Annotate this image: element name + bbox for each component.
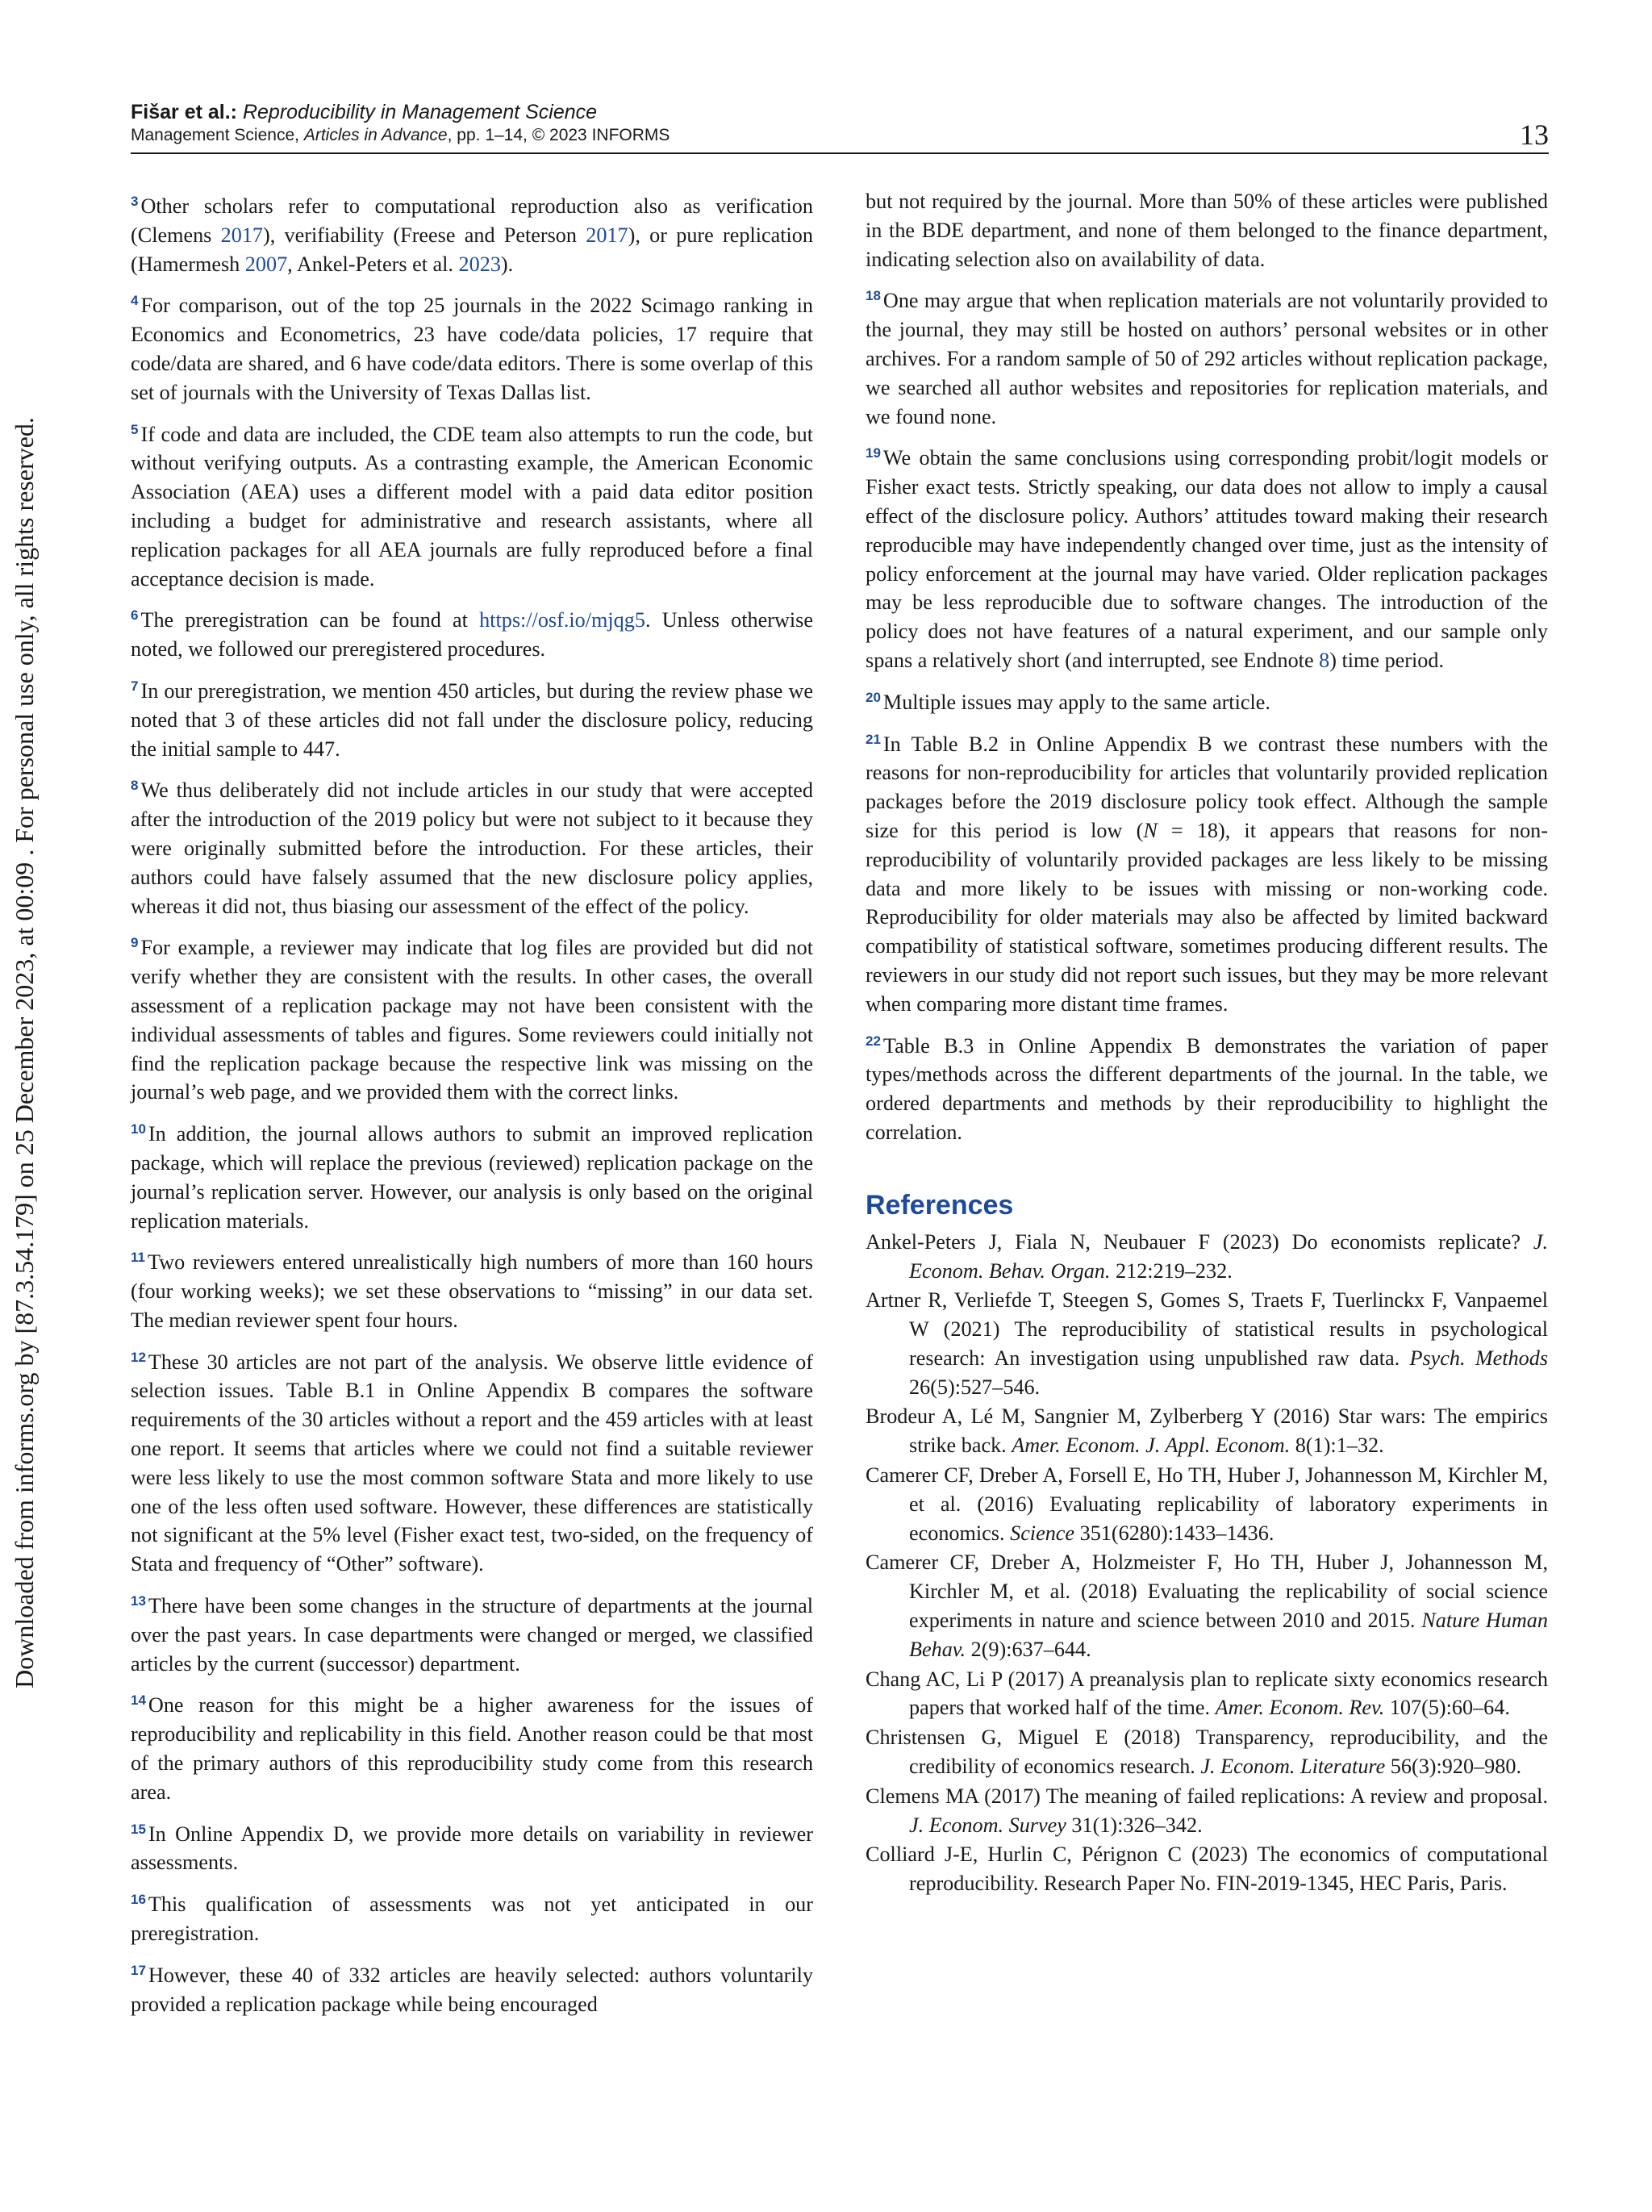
footnote-text: ).	[500, 252, 514, 276]
footnote-number: 5	[131, 421, 139, 437]
footnote-text: Table B.3 in Online Appendix B demonstrates the variation of paper types/methods across the different departments of the journal. In the table, we ordered departments and methods by their reproducibility to highlight the correlation.	[866, 1033, 1548, 1144]
reference-text: 56(3):920–980.	[1385, 1755, 1521, 1779]
page-number: 13	[1520, 119, 1549, 151]
citation-link[interactable]: 2007	[244, 252, 288, 276]
reference-text: Camerer CF, Dreber A, Holzmeister F, Ho TH, Huber J, Johannesson M, Kirchler M, et al. (2018) Evaluating the replicability of social science experiments in nature and science between 2010 and 2015.	[866, 1550, 1548, 1633]
footnote-number: 17	[131, 1962, 146, 1978]
footnote-text: There have been some changes in the structure of departments at the journal over the past years. In case departments were changed or merged, we classified articles by the current (successor) department.	[131, 1594, 813, 1676]
reference-item	[866, 1723, 1548, 1781]
footnote-text: In Table B.2 in Online Appendix B we contrast these numbers with the reasons for non-reproducibility for articles that voluntarily provided replication packages before the 2019 disclosure policy took effect. Although the sample size for this period is low (	[866, 732, 1548, 842]
running-header	[131, 100, 1549, 151]
footnote-number: 22	[866, 1033, 881, 1049]
references-heading: References	[866, 1189, 1014, 1221]
reference-list	[866, 1228, 1548, 1898]
footnote-16	[131, 1885, 813, 1948]
header-authors: Fišar et al.:	[131, 101, 237, 123]
footnote-text: ) time period.	[1329, 648, 1445, 672]
footnote-text: Multiple issues may apply to the same article.	[882, 690, 1270, 714]
footnote-18	[866, 282, 1548, 431]
footnote-text: ), verifiability (Freese and Peterson	[263, 223, 586, 247]
footnote-12	[131, 1343, 813, 1579]
reference-text: 212:219–232.	[1110, 1258, 1233, 1283]
footnote-15	[131, 1815, 813, 1878]
footnote-number: 4	[131, 293, 139, 309]
footnote-text: For comparison, out of the top 25 journals in the 2022 Scimago ranking in Economics and Econometrics, 23 have code/data policies, 17 require that code/data are shared, and 6 have code/data editors. There is some overlap of this set of journals with the University of Texas Dallas list.	[131, 294, 813, 404]
footnote-number: 8	[131, 778, 139, 794]
footnote-italic: N	[1143, 818, 1158, 842]
reference-source: J. Econom. Survey	[909, 1813, 1066, 1837]
header-divider	[131, 152, 1549, 154]
footnote-4	[131, 286, 813, 407]
header-journal: Management Science,	[131, 126, 299, 144]
reference-source: Psych. Methods	[1409, 1346, 1549, 1370]
footnote-3	[131, 187, 813, 278]
reference-text: Brodeur A, Lé M, Sangnier M, Zylberberg Y (2016) Star wars: The empirics strike back.	[866, 1404, 1548, 1458]
footnote-text: Two reviewers entered unrealistically high numbers of more than 160 hours (four working weeks); we set these observations to “missing” in our data set. The median reviewer spent four hours.	[131, 1250, 813, 1332]
footnote-text: If code and data are included, the CDE team also attempts to run the code, but without verifying outputs. As a contrasting example, the American Economic Association (AEA) uses a different model with a paid data editor position including a budget for administrative and research assistants, where all replication packages for all AEA journals are fully reproduced before a final acceptance decision is made.	[131, 422, 813, 591]
footnote-6	[131, 601, 813, 664]
reference-text: Christensen G, Miguel E (2018) Transparency, reproducibility, and the credibility of economics research.	[866, 1726, 1548, 1779]
footnote-21	[866, 725, 1548, 1019]
footnote-number: 14	[131, 1692, 146, 1709]
footnote-number: 10	[131, 1121, 146, 1137]
footnote-text: One reason for this might be a higher awareness for the issues of reproducibility and replicability in this field. Another reason could be that most of the primary authors of this reproducibility study come from this research area.	[131, 1693, 813, 1804]
reference-source: J. Econom. Literature	[1200, 1755, 1386, 1779]
reference-text: 351(6280):1433–1436.	[1074, 1521, 1274, 1545]
footnote-text: but not required by the journal. More than 50% of these articles were published in the BDE department, and none of them belonged to the finance department, indicating selection also on availability of data.	[866, 190, 1548, 271]
reference-source: Nature Human Behav.	[909, 1609, 1548, 1661]
footnote-9	[131, 929, 813, 1107]
footnote-20	[866, 683, 1548, 717]
footnote-14	[131, 1686, 813, 1806]
footnote-text: We obtain the same conclusions using corresponding probit/logit models or Fisher exact tests. Strictly speaking, our data does not allow to imply a causal effect of the disclosure policy. Authors’ attitudes toward making their research reproducible may have independently changed over time, just as the intensity of policy enforcement at the journal may have varied. Older replication packages may be less reproducible due to software changes. The introduction of the policy does not have features of a natural experiment, and our sample only spans a relatively short (and interrupted, see Endnote	[866, 446, 1548, 672]
reference-source: Amer. Econom. Rev.	[1215, 1696, 1385, 1720]
footnote-text: Other scholars refer to computational reproduction also as verification (Clemens	[131, 194, 813, 247]
footnote-number: 11	[131, 1250, 145, 1266]
reference-text: Ankel-Peters J, Fiala N, Neubauer F (2023) Do economists replicate?	[866, 1229, 1533, 1254]
footnote-number: 6	[131, 607, 139, 624]
footnote-text: These 30 articles are not part of the analysis. We observe little evidence of selection issues. Table B.1 in Online Appendix B compares the software requirements of the 30 articles without a report and the 459 articles with at least one report. It seems that articles where we could not find a suitable reviewer were less likely to use the most common software Stata and more likely to use one of the less often used software. However, these differences are statistically not significant at the 5% level (Fisher exact test, two-sided, on the frequency of Stata and frequency of “Other” software).	[131, 1350, 813, 1576]
footnote-text: We thus deliberately did not include articles in our study that were accepted after the introduction of the 2019 policy but were not subject to it because they were originally submitted before the introduction. For these articles, their authors could have falsely assumed that the new disclosure policy applies, whereas it did not, thus biasing our assessment of the effect of the policy.	[131, 778, 813, 918]
footnote-13	[131, 1587, 813, 1678]
footnote-number: 3	[131, 194, 139, 209]
reference-item	[866, 1461, 1548, 1547]
header-pages: , pp. 1–14, © 2023 INFORMS	[447, 126, 670, 144]
footnote-7	[131, 672, 813, 763]
reference-item	[866, 1402, 1548, 1460]
reference-text: 107(5):60–64.	[1384, 1696, 1510, 1720]
footnote-text: This qualification of assessments was not yet anticipated in our preregistration.	[131, 1893, 813, 1946]
footnote-number: 19	[866, 445, 881, 461]
footnote-number: 7	[131, 678, 139, 694]
citation-link[interactable]: 2017	[220, 223, 263, 247]
osf-link[interactable]: https://osf.io/mjqg5	[479, 608, 645, 632]
footnote-text: One may argue that when replication materials are not voluntarily provided to the journal, they may still be hosted on authors’ personal websites or in other archives. For a random sample of 50 of 292 articles without replication package, we searched all author websites and repositories for replication materials, and we found none.	[866, 289, 1548, 428]
reference-item	[866, 1665, 1548, 1723]
endnote-link[interactable]: 8	[1319, 648, 1330, 672]
download-notice: Downloaded from informs.org by [87.3.54.179] on 25 December 2023, at 00:09 . For personal use only, all rights reserved.	[10, 417, 39, 1688]
footnote-17	[131, 1956, 813, 2019]
reference-source: Amer. Econom. J. Appl. Econom.	[1012, 1434, 1291, 1458]
reference-text: 26(5):527–546.	[909, 1375, 1041, 1399]
reference-source: Science	[1010, 1521, 1075, 1545]
reference-text: Colliard J-E, Hurlin C, Pérignon C (2023) The economics of computational reproducibility. Research Paper No. FIN-2019-1345, HEC Paris, Paris.	[866, 1843, 1548, 1896]
reference-item	[866, 1548, 1548, 1663]
header-journal-italic: Articles in Advance	[303, 126, 448, 144]
reference-text: 31(1):326–342.	[1066, 1813, 1203, 1837]
reference-item	[866, 1228, 1548, 1286]
footnote-5	[131, 415, 813, 594]
footnote-number: 16	[131, 1892, 146, 1908]
reference-item	[866, 1840, 1548, 1898]
reference-source: J. Econom. Behav. Organ.	[909, 1229, 1548, 1283]
footnote-text: However, these 40 of 332 articles are heavily selected: authors voluntarily provided a replication package while being encouraged	[131, 1963, 813, 2016]
footnote-text: ), or pure replication (Hamermesh	[131, 223, 813, 276]
footnote-number: 13	[131, 1593, 146, 1609]
footnote-number: 15	[131, 1821, 146, 1837]
footnote-text: The preregistration can be found at	[140, 608, 480, 632]
footnote-number: 12	[131, 1349, 146, 1365]
footnote-number: 21	[866, 731, 881, 747]
footnote-text: In addition, the journal allows authors to submit an improved replication package, which will replace the previous (reviewed) replication package on the journal’s replication server. However, our analysis is only based on the original replication materials.	[131, 1122, 813, 1233]
reference-item	[866, 1286, 1548, 1401]
reference-text: 2(9):637–644.	[966, 1637, 1091, 1661]
citation-link[interactable]: 2017	[586, 223, 628, 247]
reference-text: 8(1):1–32.	[1290, 1434, 1384, 1458]
footnote-text: For example, a reviewer may indicate that log files are provided but did not verify whether they are consistent with the results. In other cases, the overall assessment of a replication package may not have been consistent with the individual assessments of tables and figures. Some reviewers could initially not find the replication package because the respective link was missing on the journal’s web page, and we provided them with the correct links.	[131, 936, 813, 1104]
footnote-17-continued	[866, 187, 1548, 273]
footnote-19	[866, 439, 1548, 674]
right-column	[866, 187, 1548, 1899]
footnote-8	[131, 771, 813, 920]
citation-link[interactable]: 2023	[458, 252, 501, 276]
footnote-text: = 18), it appears that reasons for non-reproducibility of voluntarily provided packages are less likely to be missing data and more likely to be issues with missing or non-working code. Reproducibility for older materials may also be affected by limited backward compatibility of statistical software, sometimes producing different results. The reviewers in our study did not report such issues, but they may be more relevant when comparing more distant time frames.	[866, 818, 1548, 1016]
reference-text: Camerer CF, Dreber A, Forsell E, Ho TH, Huber J, Johannesson M, Kirchler M, et al. (2016) Evaluating replicability of laboratory experiments in economics.	[866, 1463, 1548, 1545]
footnote-11	[131, 1243, 813, 1334]
reference-item	[866, 1782, 1548, 1840]
reference-text: Artner R, Verliefde T, Steegen S, Gomes S, Traets F, Tuerlinckx F, Vanpaemel W (2021) The reproducibility of statistical results in psychological research: An investigation using unpublished raw data.	[866, 1288, 1548, 1370]
footnote-text: In our preregistration, we mention 450 articles, but during the review phase we noted that 3 of these articles did not fall under the disclosure policy, reducing the initial sample to 447.	[131, 678, 813, 761]
footnote-number: 20	[866, 689, 881, 705]
footnote-22	[866, 1027, 1548, 1147]
footnote-text: In Online Appendix D, we provide more details on variability in reviewer assessments.	[131, 1822, 813, 1875]
reference-text: Chang AC, Li P (2017) A preanalysis plan to replicate sixty economics research papers that worked half of the time.	[866, 1667, 1548, 1720]
footnote-10	[131, 1115, 813, 1235]
reference-text: Clemens MA (2017) The meaning of failed replications: A review and proposal.	[866, 1784, 1548, 1808]
left-column	[131, 187, 813, 2026]
footnote-number: 18	[866, 288, 881, 304]
footnote-number: 9	[131, 935, 139, 951]
header-title: Reproducibility in Management Science	[242, 101, 598, 123]
footnote-text: . Unless otherwise noted, we followed our preregistered procedures.	[131, 608, 813, 662]
footnote-text: , Ankel-Peters et al.	[287, 252, 459, 276]
